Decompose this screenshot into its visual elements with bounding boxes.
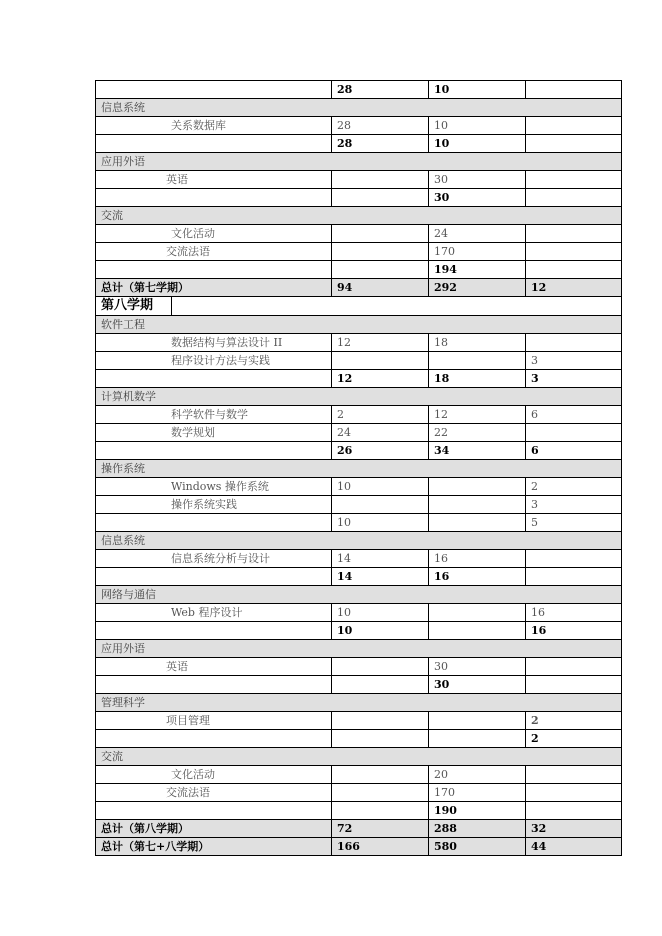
course-row: 文化活动 20 [96, 766, 622, 784]
course-row: 操作系统实践 3 [96, 496, 622, 514]
section-header: 网络与通信 [96, 586, 622, 604]
course-row: 数学规划 24 22 [96, 424, 622, 442]
semester-heading: 第八学期 [96, 297, 172, 315]
semester-total-row: 总计（第八学期） 72 288 32 [96, 820, 622, 838]
course-row: 科学软件与数学 2 12 6 [96, 406, 622, 424]
course-row: Web 程序设计 10 16 [96, 604, 622, 622]
subtotal-row: 30 [96, 676, 622, 694]
subtotal-row: 28 10 [96, 81, 622, 99]
course-row: 数据结构与算法设计 II 12 18 [96, 334, 622, 352]
course-row: 交流法语 170 [96, 784, 622, 802]
subtotal-row: 12 18 3 [96, 370, 622, 388]
section-header: 信息系统 [96, 99, 622, 117]
section-header: 交流 [96, 748, 622, 766]
course-row: 程序设计方法与实践 3 [96, 352, 622, 370]
section-header: 管理科学 [96, 694, 622, 712]
section-header: 软件工程 [96, 316, 622, 334]
subtotal-row: 190 [96, 802, 622, 820]
course-row: 关系数据库 28 10 [96, 117, 622, 135]
subtotal-row: 14 16 [96, 568, 622, 586]
section-header: 操作系统 [96, 460, 622, 478]
course-row: Windows 操作系统 10 2 [96, 478, 622, 496]
subtotal-row: 10 5 [96, 514, 622, 532]
course-row: 文化活动 24 [96, 225, 622, 243]
section-header: 应用外语 [96, 640, 622, 658]
course-row: 项目管理 2 [96, 712, 622, 730]
grand-total-row: 总计（第七+八学期） 166 580 44 [96, 838, 622, 856]
subtotal-row: 194 [96, 261, 622, 279]
subtotal-row: 10 16 [96, 622, 622, 640]
subtotal-row: 26 34 6 [96, 442, 622, 460]
section-header: 信息系统 [96, 532, 622, 550]
course-row: 交流法语 170 [96, 243, 622, 261]
section-header: 应用外语 [96, 153, 622, 171]
course-row: 英语 30 [96, 171, 622, 189]
subtotal-row: 30 [96, 189, 622, 207]
semester-heading-row [96, 297, 622, 316]
semester-total-row: 总计（第七学期） 94 292 12 [96, 279, 622, 297]
subtotal-row: 28 10 [96, 135, 622, 153]
section-header: 交流 [96, 207, 622, 225]
curriculum-table [95, 80, 622, 856]
course-row: 英语 30 [96, 658, 622, 676]
subtotal-row: 2 [96, 730, 622, 748]
section-header: 计算机数学 [96, 388, 622, 406]
course-row: 信息系统分析与设计 14 16 [96, 550, 622, 568]
